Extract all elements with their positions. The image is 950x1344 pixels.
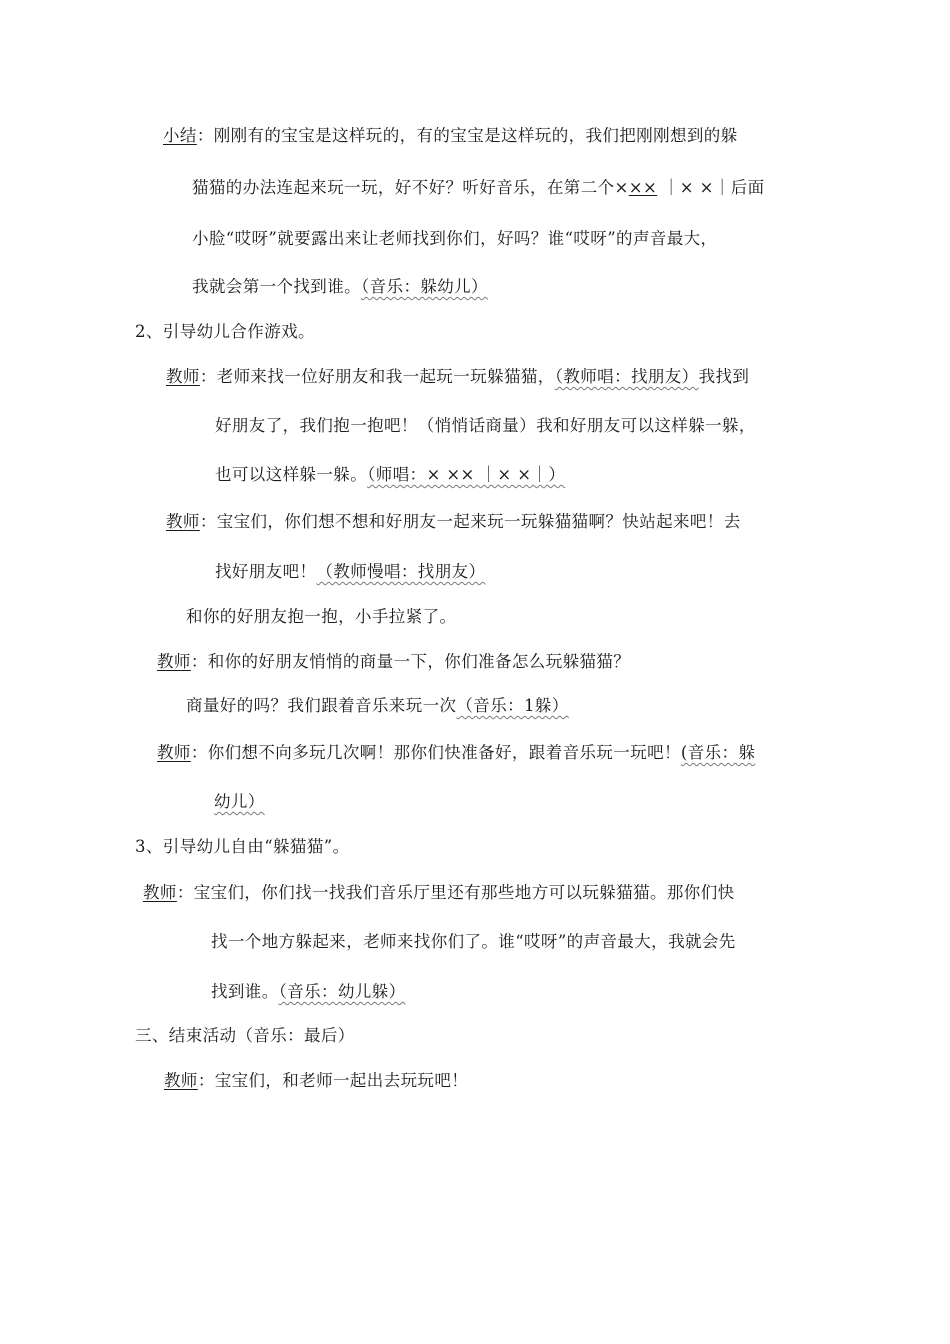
summary-line-4 <box>192 275 488 299</box>
s2-line-b <box>186 694 569 718</box>
text: ：宝宝们，和老师一起出去玩玩吧！ <box>197 1071 469 1090</box>
section-3-heading <box>135 835 349 859</box>
music-note: 幼儿） <box>214 792 265 811</box>
music-note: （教师唱：找朋友） <box>554 367 699 386</box>
text: 我找到 <box>698 367 750 386</box>
music-note: （师唱：× ×× ｜× ×｜） <box>367 465 566 484</box>
s2-line-a <box>186 605 456 629</box>
s2-teacher-4-line-2 <box>214 790 265 814</box>
text: ：老师来找一位好朋友和我一起玩一玩躲猫猫， <box>199 367 555 386</box>
text: ：你们想不向多玩几次啊！那你们快准备好，跟着音乐玩一玩吧！ <box>190 743 681 762</box>
music-note: （教师慢唱：找朋友） <box>316 562 486 581</box>
text: 商量好的吗？我们跟着音乐来玩一次 <box>186 696 457 715</box>
speaker-label: 教师 <box>166 512 200 531</box>
music-note: （音乐：1躲） <box>456 696 569 715</box>
s3-teacher-1-line-3 <box>211 980 406 1004</box>
summary-line-2 <box>192 176 765 200</box>
section-2-heading <box>135 320 315 344</box>
speaker-label: 教师 <box>157 652 191 671</box>
s2-teacher-1-line-3 <box>215 463 565 487</box>
s3-teacher-1-line-2 <box>211 930 736 954</box>
speaker-label: 小结 <box>163 126 197 145</box>
speaker-label: 教师 <box>166 367 200 386</box>
s2-teacher-1-line-1 <box>166 365 749 389</box>
speaker-label: 教师 <box>164 1071 198 1090</box>
text: 我就会第一个找到谁。 <box>192 277 361 296</box>
text: 猫猫的办法连起来玩一玩，好不好？听好音乐，在第二个× <box>192 178 629 197</box>
heading-text: 三、结束活动（音乐：最后） <box>135 1026 355 1045</box>
text: 和你的好朋友抱一抱，小手拉紧了。 <box>186 607 457 626</box>
s2-teacher-4-line-1 <box>157 741 755 765</box>
section-4-heading <box>135 1024 355 1048</box>
summary-line-3 <box>192 227 717 251</box>
text: ｜× ×｜后面 <box>657 178 765 197</box>
speaker-label: 教师 <box>143 883 177 902</box>
text: 找一个地方躲起来，老师来找你们了。谁“哎呀”的声音最大，我就会先 <box>211 932 736 951</box>
text: 也可以这样躲一躲。 <box>215 465 368 484</box>
heading-text: 3、引导幼儿自由“躲猫猫”。 <box>135 837 350 856</box>
text: 小脸“哎呀”就要露出来让老师找到你们，好吗？谁“哎呀”的声音最大， <box>192 229 718 248</box>
music-note: （音乐：幼儿躲） <box>278 982 406 1001</box>
s2-teacher-2-line-1 <box>166 510 741 534</box>
s3-teacher-1-line-1 <box>143 881 735 905</box>
heading-text: 2、引导幼儿合作游戏。 <box>135 322 315 341</box>
text: 找好朋友吧！ <box>215 562 317 581</box>
text: ：和你的好朋友悄悄的商量一下，你们准备怎么玩躲猫猫？ <box>190 652 631 671</box>
music-note: (音乐：躲 <box>680 743 756 762</box>
s2-teacher-1-line-2 <box>215 414 756 438</box>
text: ：宝宝们，你们找一找我们音乐厅里还有那些地方可以玩躲猫猫。那你们快 <box>176 883 735 902</box>
speaker-label: 教师 <box>157 743 191 762</box>
text: 找到谁。 <box>211 982 279 1001</box>
s4-teacher-1-line-1 <box>164 1069 468 1093</box>
text: ：刚刚有的宝宝是这样玩的，有的宝宝是这样玩的，我们把刚刚想到的躲 <box>196 126 738 145</box>
s2-teacher-2-line-2 <box>215 560 485 584</box>
summary-line-1 <box>163 124 738 148</box>
music-note: （音乐：躲幼儿） <box>361 277 488 296</box>
rhythm-notation: ×× <box>628 178 658 197</box>
text: ：宝宝们，你们想不想和好朋友一起来玩一玩躲猫猫啊？快站起来吧！去 <box>199 512 741 531</box>
s2-teacher-3-line-1 <box>157 650 630 674</box>
text: 好朋友了，我们抱一抱吧！（悄悄话商量）我和好朋友可以这样躲一躲， <box>215 416 756 435</box>
